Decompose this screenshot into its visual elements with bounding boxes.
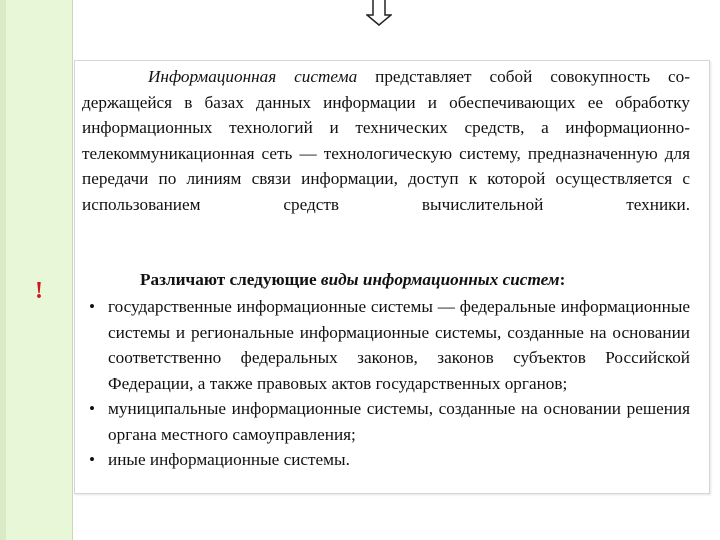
bullet-icon: • bbox=[88, 399, 96, 418]
heading-prefix: Различают следующие bbox=[140, 270, 321, 289]
definition-term: Информационная система bbox=[148, 67, 358, 86]
definition-text: представляет собой совокупность со-держащейся в базах данных информации и обеспечивающих ее обработку информационных технологий и технических средств, а информационно-телекоммуникационная сеть — технологическую систему, предназначенную для передачи по линиям связи информации, доступ к которой осуществляется с использованием средств вычислительной техники. bbox=[82, 67, 690, 214]
list-item bbox=[82, 447, 690, 473]
list-item bbox=[82, 294, 690, 396]
list-item bbox=[82, 396, 690, 447]
exclamation-mark: ! bbox=[35, 278, 43, 304]
left-sidebar bbox=[0, 0, 73, 540]
list-item-text: муниципальные информационные системы, созданные на основании решения органа местного самоуправления; bbox=[108, 399, 690, 444]
heading-emphasis: виды информационных систем bbox=[320, 270, 560, 289]
list-item-text: иные информационные системы. bbox=[108, 450, 350, 469]
sidebar-edge bbox=[0, 0, 6, 540]
definition-paragraph bbox=[82, 64, 690, 217]
bullet-icon: • bbox=[88, 297, 96, 316]
bullet-icon: • bbox=[88, 450, 96, 469]
heading-suffix: : bbox=[559, 270, 566, 289]
down-arrow-icon bbox=[366, 0, 392, 26]
system-types-list bbox=[82, 294, 690, 473]
list-item-text: государственные информационные системы — федеральные информационные системы и региональные информационные системы, созданные на основании соответственно федеральных законов, законов субъектов Российской Федерации, а также правовых актов государственных органов; bbox=[108, 297, 690, 393]
list-heading bbox=[140, 267, 700, 292]
